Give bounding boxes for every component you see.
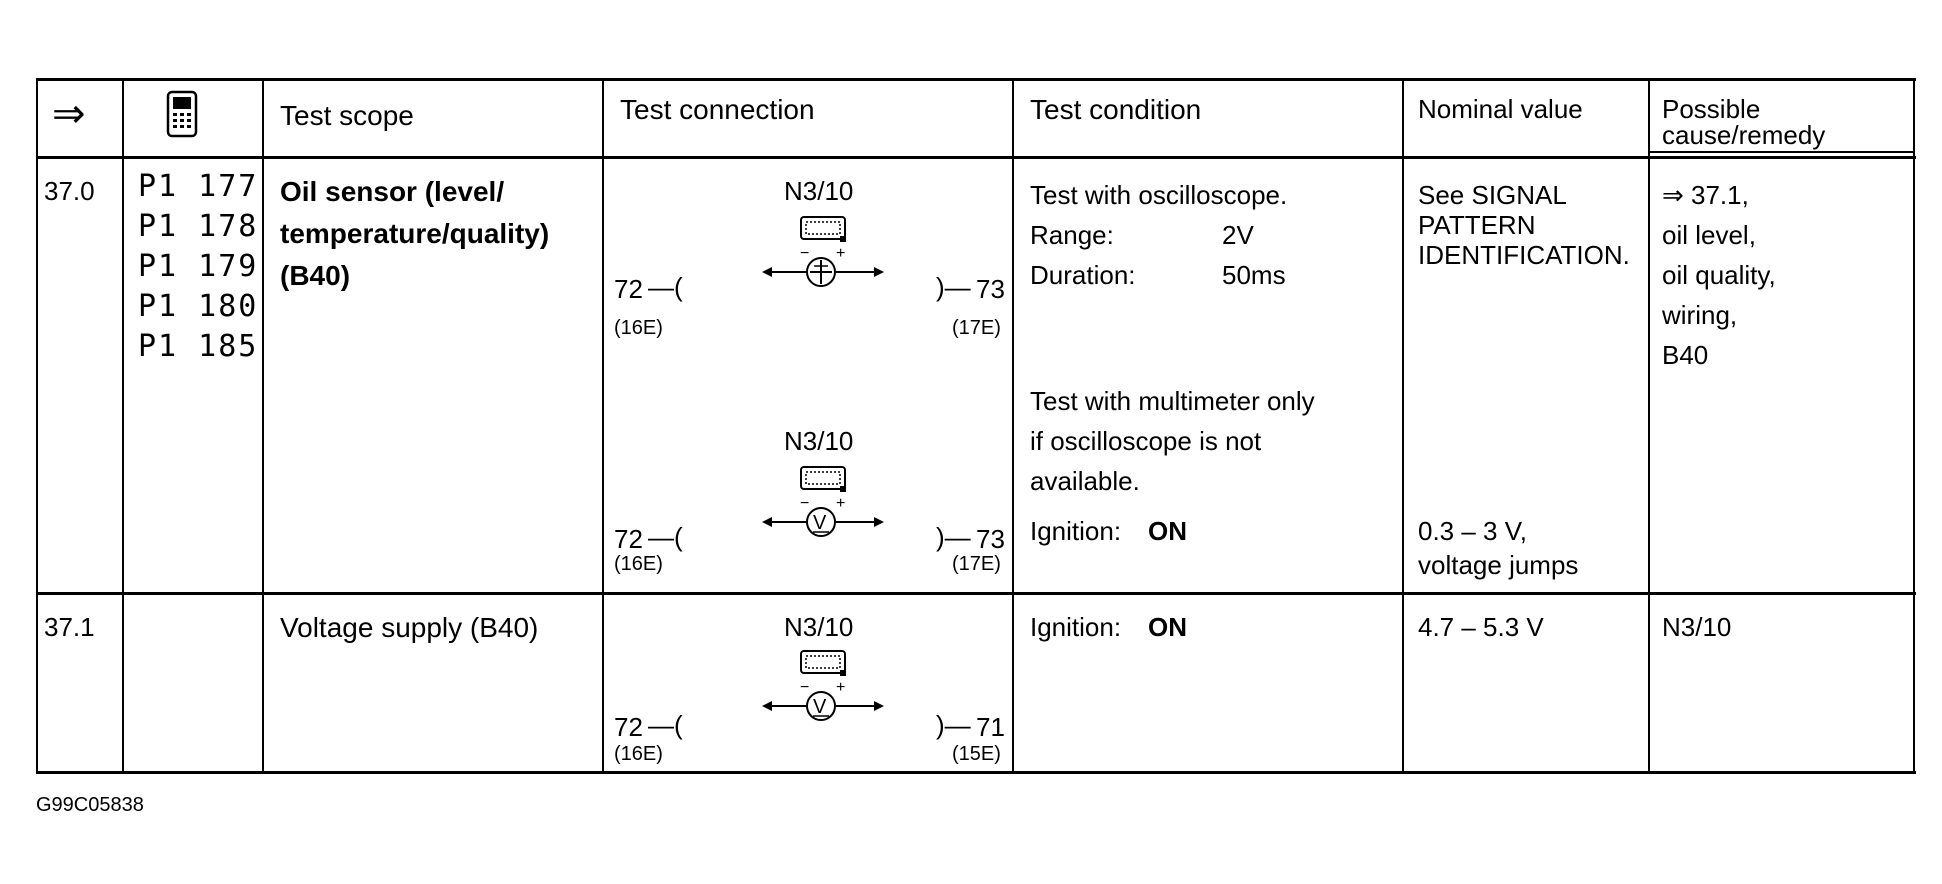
col-border-5	[1402, 78, 1404, 774]
nominal-value: voltage jumps	[1418, 550, 1579, 580]
left-pin-dash: —(	[648, 710, 683, 740]
test-scope-text: temperature/quality)	[280, 218, 550, 249]
nominal-text: See SIGNAL	[1418, 180, 1567, 210]
left-pin-dash: —(	[648, 272, 683, 302]
condition-text: available.	[1030, 466, 1140, 496]
test-connection-diagram	[602, 418, 1012, 588]
ignition-label: Ignition:	[1030, 612, 1122, 642]
remedy-text: oil quality,	[1662, 260, 1776, 290]
left-pin: 72	[614, 274, 643, 304]
col-border-left	[36, 78, 38, 774]
nominal-text: PATTERN	[1418, 210, 1536, 240]
test-connection-diagram	[602, 598, 1012, 768]
header-underline	[1650, 151, 1914, 153]
right-pin: 73	[976, 524, 1005, 554]
table-top-border	[36, 78, 1916, 81]
header-test-scope: Test scope	[280, 100, 414, 131]
left-pin-sub: (16E)	[614, 743, 663, 765]
right-pin: 73	[976, 274, 1005, 304]
right-pin-dash: )—	[936, 272, 971, 302]
col-border-right	[1913, 78, 1915, 774]
ignition-value: ON	[1148, 612, 1187, 642]
condition-text: Test with multimeter only	[1030, 386, 1315, 416]
condition-text: Test with oscilloscope.	[1030, 180, 1288, 210]
col-border-6	[1648, 78, 1650, 774]
remedy-text: wiring,	[1662, 300, 1738, 330]
step-number: 37.0	[44, 176, 95, 206]
module-label: N3/10	[784, 176, 854, 206]
left-pin-sub: (16E)	[614, 317, 663, 339]
range-value: 2V	[1222, 220, 1254, 250]
fault-code: P1 178	[138, 209, 259, 244]
right-pin-sub: (15E)	[952, 743, 1001, 765]
module-label: N3/10	[784, 612, 854, 642]
col-border-2	[262, 78, 264, 774]
double-right-arrow-icon: ⇒	[52, 92, 86, 136]
header-possible-cause-line2: cause/remedy	[1662, 120, 1826, 150]
range-label: Range:	[1030, 220, 1114, 250]
duration-value: 50ms	[1222, 260, 1286, 290]
control-module-icon	[800, 214, 846, 244]
svg-text:V: V	[813, 512, 827, 534]
svg-text:+: +	[836, 495, 846, 512]
svg-text:−: −	[800, 495, 810, 512]
left-pin-sub: (16E)	[614, 553, 663, 575]
svg-text:+: +	[836, 679, 846, 696]
left-pin: 72	[614, 524, 643, 554]
header-divider	[36, 156, 1916, 159]
remedy-text: oil level,	[1662, 220, 1756, 250]
nominal-value: 0.3 – 3 V,	[1418, 516, 1527, 546]
test-scope-text: Oil sensor (level/	[280, 176, 505, 207]
svg-text:−: −	[800, 245, 810, 262]
remedy-text: ⇒ 37.1,	[1662, 180, 1749, 210]
fault-code: P1 180	[138, 289, 259, 324]
test-scope-text: (B40)	[280, 260, 351, 291]
ignition-value: ON	[1148, 516, 1187, 546]
control-module-icon	[800, 464, 846, 494]
right-pin-dash: )—	[936, 710, 971, 740]
svg-text:+: +	[836, 245, 846, 262]
handheld-tester-icon	[164, 90, 200, 143]
figure-code: G99C05838	[36, 794, 144, 816]
nominal-value: 4.7 – 5.3 V	[1418, 612, 1544, 642]
col-border-1	[122, 78, 124, 774]
row-divider	[36, 592, 1916, 595]
module-label: N3/10	[784, 426, 854, 456]
condition-text: if oscilloscope is not	[1030, 426, 1262, 456]
remedy-text: B40	[1662, 340, 1709, 370]
nominal-text: IDENTIFICATION.	[1418, 240, 1630, 270]
left-pin: 72	[614, 712, 643, 742]
voltmeter-icon	[760, 494, 886, 544]
svg-text:−: −	[800, 679, 810, 696]
left-pin-dash: —(	[648, 522, 683, 552]
right-pin-dash: )—	[936, 522, 971, 552]
ignition-label: Ignition:	[1030, 516, 1122, 546]
control-module-icon	[800, 648, 846, 678]
header-test-condition: Test condition	[1030, 94, 1202, 125]
col-border-4	[1012, 78, 1014, 774]
fault-code: P1 185	[138, 329, 259, 364]
test-scope-text: Voltage supply (B40)	[280, 612, 539, 643]
test-connection-diagram	[602, 168, 1012, 358]
test-table	[36, 78, 1916, 774]
fault-code: P1 179	[138, 249, 259, 284]
step-number: 37.1	[44, 612, 95, 642]
voltmeter-icon	[760, 678, 886, 728]
remedy-text: N3/10	[1662, 612, 1732, 642]
fault-code: P1 177	[138, 169, 259, 204]
oscilloscope-icon	[760, 244, 886, 294]
duration-label: Duration:	[1030, 260, 1136, 290]
table-bottom-border	[36, 771, 1916, 774]
header-test-connection: Test connection	[620, 94, 815, 125]
header-nominal-value: Nominal value	[1418, 94, 1583, 124]
svg-text:V: V	[813, 696, 827, 718]
right-pin-sub: (17E)	[952, 317, 1001, 339]
right-pin-sub: (17E)	[952, 553, 1001, 575]
header-possible-cause-line1: Possible	[1662, 94, 1761, 124]
right-pin: 71	[976, 712, 1005, 742]
